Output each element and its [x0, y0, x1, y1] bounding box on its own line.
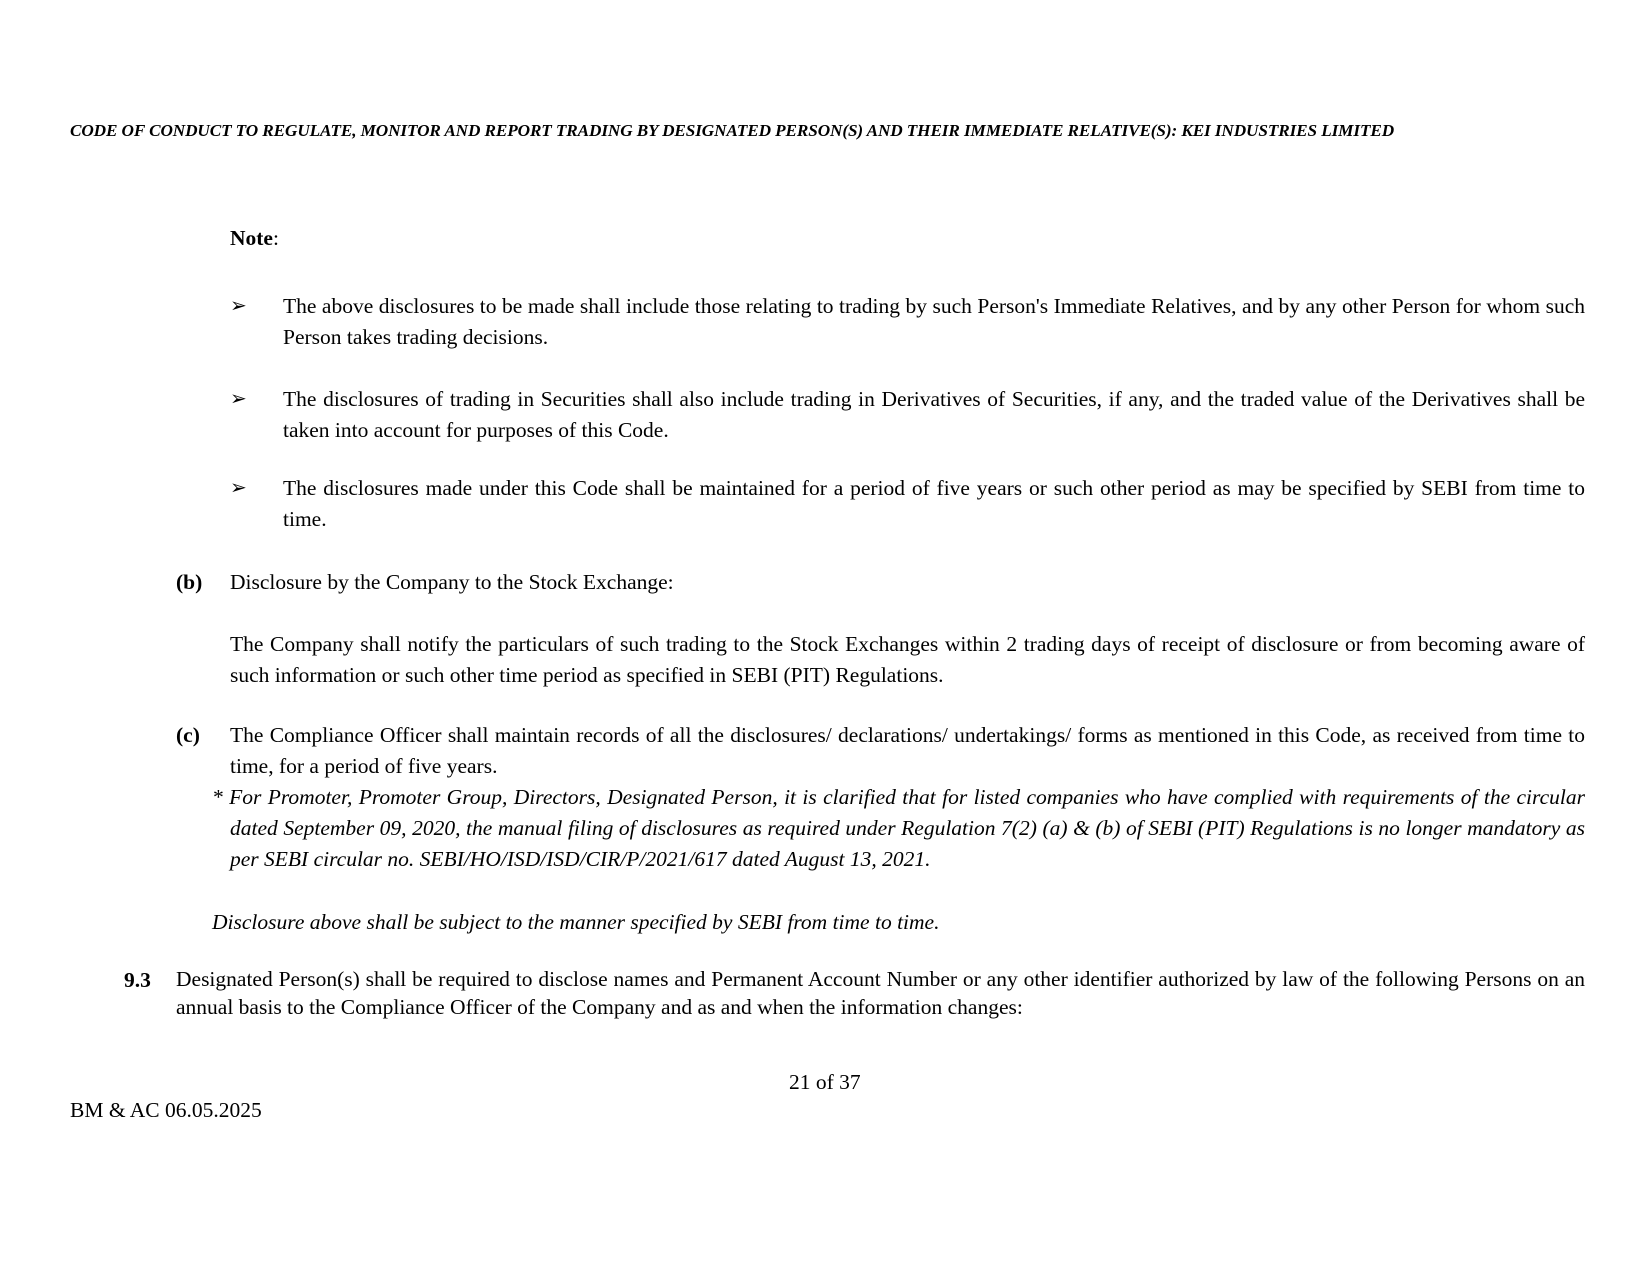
note-label — [230, 226, 279, 251]
note-label-text: Note — [230, 226, 273, 250]
disclosure-note: Disclosure above shall be subject to the manner specified by SEBI from time to time. — [212, 910, 940, 934]
section-b-text: The Company shall notify the particulars of such trading to the Stock Exchanges within 2 trading days of receipt of disclosure or from becoming aware of such information or such other time period as specified in SEBI (PIT) Regulations. — [230, 632, 1585, 687]
section-c-marker: (c) — [176, 723, 200, 747]
footnote-text: * For Promoter, Promoter Group, Directors, Designated Person, it is clarified that for listed companies who have complied with requirements of the circular dated September 09, 2020, the manual filing of disclosures as required under Regulation 7(2) (a) & (b) of SEBI (PIT) Regulations is no longer mandatory as per SEBI circular no. SEBI/HO/ISD/ISD/CIR/P/2021/617 dated August 13, 2021. — [212, 785, 1585, 871]
page-number: 21 of 37 — [789, 1070, 861, 1094]
bullet-arrow-icon: ➢ — [230, 388, 247, 410]
note-bullet-1: The above disclosures to be made shall include those relating to trading by such Person's Immediate Relatives, and by any other Person for whom such Person takes trading decisions. — [283, 294, 1585, 349]
section-b-heading: Disclosure by the Company to the Stock Exchange: — [230, 570, 674, 594]
note-bullet-2: The disclosures of trading in Securities shall also include trading in Derivatives of Securities, if any, and the traded value of the Derivatives shall be taken into account for purposes of this Code. — [283, 387, 1585, 442]
note-bullet-3: The disclosures made under this Code shall be maintained for a period of five years or such other period as may be specified by SEBI from time to time. — [283, 476, 1585, 531]
bullet-arrow-icon: ➢ — [230, 295, 247, 317]
section-c-text: The Compliance Officer shall maintain records of all the disclosures/ declarations/ undertakings/ forms as mentioned in this Code, as received from time to time, for a period of five years. — [230, 723, 1585, 778]
note-label-colon: : — [272, 226, 279, 250]
footer-reference: BM & AC 06.05.2025 — [70, 1098, 262, 1122]
document-header-title: CODE OF CONDUCT TO REGULATE, MONITOR AND REPORT TRADING BY DESIGNATED PERSON(S) AND THEIR IMMEDIATE RELATIVE(S): KEI INDUSTRIES LIMITED — [70, 121, 1395, 140]
section-b-marker: (b) — [176, 570, 203, 594]
bullet-arrow-icon: ➢ — [230, 477, 247, 499]
section-9-3-marker: 9.3 — [124, 968, 151, 992]
section-9-3-text: Designated Person(s) shall be required to disclose names and Permanent Account Number or any other identifier authorized by law of the following Persons on an annual basis to the Compliance Officer of the Company and as and when the information changes: — [176, 967, 1585, 1019]
